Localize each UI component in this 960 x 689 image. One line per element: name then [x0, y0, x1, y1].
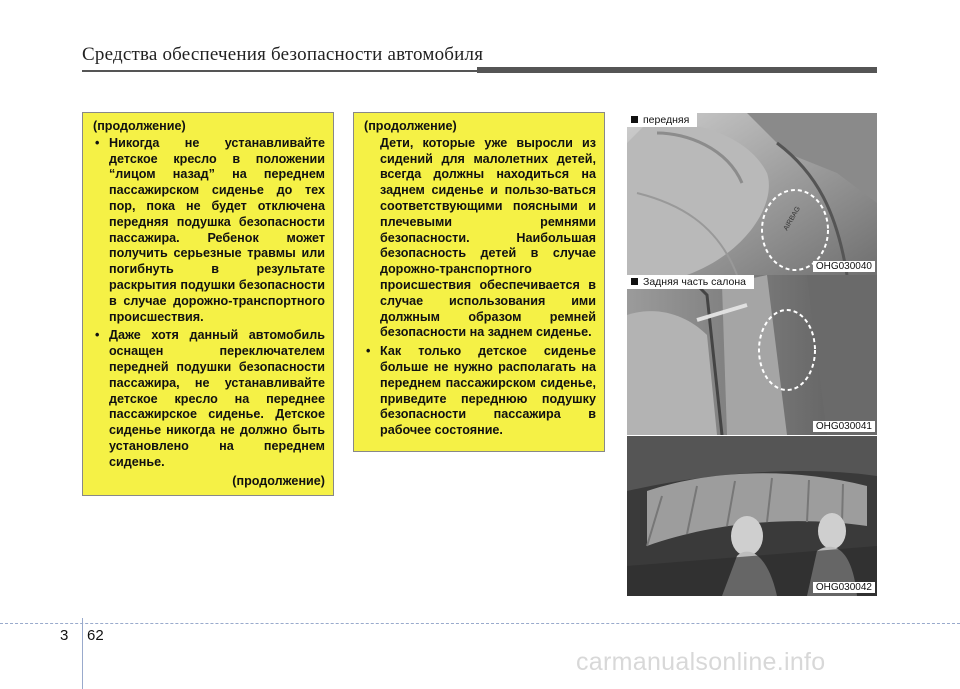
- photo-front-seat: [627, 113, 877, 275]
- photo-label-text: Задняя часть салона: [643, 276, 746, 288]
- bullet-item: • Как только детское сиденье больше не нужно располагать на переднем пассажирском сиденье, приведите переднюю подушку безопасности пассажира в рабочее состояние.: [362, 344, 596, 439]
- continued-label: (продолжение): [232, 473, 325, 488]
- photo-rear-interior: [627, 275, 877, 435]
- photo-label: [627, 113, 697, 127]
- photo-curtain-airbag: [627, 436, 877, 596]
- bullet-item: • Никогда не устанавливайте детское кресло в положении “лицом назад” на переднем пассажирском сиденье до тех пор, пока не будет отключена передняя подушка безопасности пассажира. Ребенок может получить серьезные травмы или погибнуть в результате раскрытия подушки безопасности в случае дорожно-транспортного происшествия.: [91, 136, 325, 326]
- photo-label: [627, 275, 754, 289]
- watermark: carmanualsonline.info: [576, 648, 826, 676]
- square-bullet-icon: [631, 116, 638, 123]
- rear-interior-illustration: [627, 275, 877, 435]
- photo-code: OHG030040: [813, 261, 875, 272]
- box-paragraph: Дети, которые уже выросли из сидений для малолетних детей, всегда должны находиться на заднем сиденье и пользо-ваться соответствующими поясными и плечевыми ремнями безопасности. Наибольшая безопасность детей в случае дорожно-транспортного происшествия обеспечивается в случае использования ими должным образом ремней безопасности на заднем сиденье.: [380, 135, 596, 340]
- header-rule: [82, 70, 477, 72]
- airbag-tag: AIRBAG: [782, 205, 802, 232]
- photo-code: OHG030041: [813, 421, 875, 432]
- curtain-airbag-illustration: [627, 436, 877, 596]
- page-number: 62: [87, 627, 104, 644]
- photo-label-text: передняя: [643, 114, 690, 126]
- box-heading: (продолжение): [93, 119, 186, 133]
- photo-code: OHG030042: [813, 582, 875, 593]
- bullet-item: • Даже хотя данный автомобиль оснащен переключателем передней подушки безопасности пассажира, не устанавливайте детское кресло на переднее пассажирское сиденье. Детское сиденье никогда не должно быть установлено на переднем сиденье.: [91, 328, 325, 470]
- front-seat-illustration: [627, 113, 877, 275]
- header-rule-bar: [477, 67, 877, 73]
- warning-box-left: [82, 112, 334, 496]
- box-heading: (продолжение): [364, 119, 457, 133]
- warning-box-middle: [353, 112, 605, 452]
- page-header-title: Средства обеспечения безопасности автомобиля: [82, 44, 484, 65]
- footer-rule: [0, 623, 960, 624]
- square-bullet-icon: [631, 278, 638, 285]
- section-number: 3: [60, 627, 69, 644]
- footer-divider: [82, 618, 83, 689]
